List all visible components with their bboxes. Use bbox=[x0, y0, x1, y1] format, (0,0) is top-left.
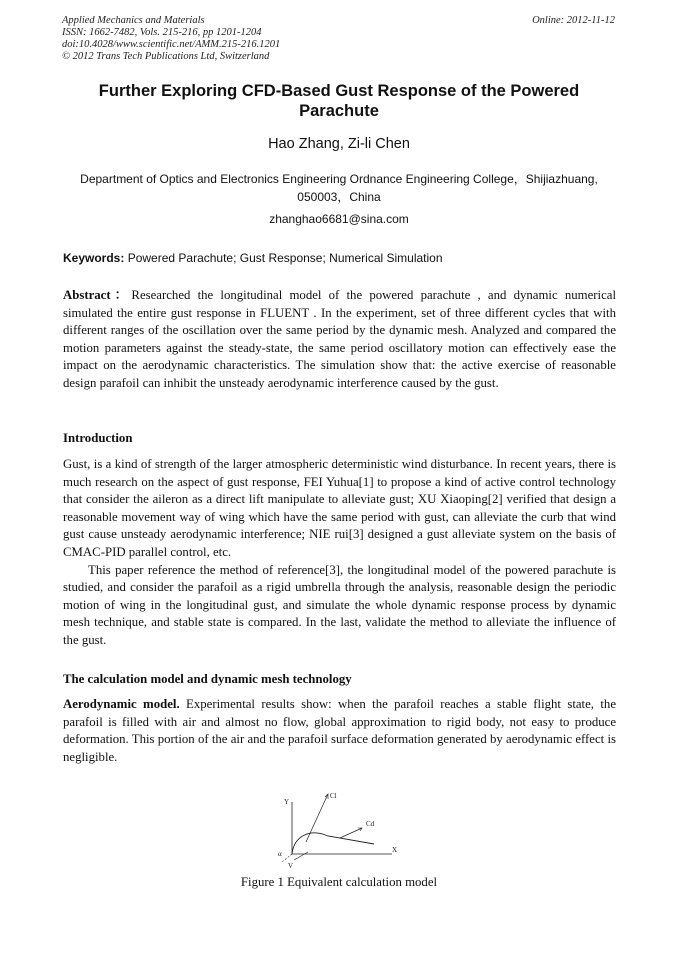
label-cl: Cl bbox=[330, 792, 337, 800]
affiliation: Department of Optics and Electronics Engineering Ordnance Engineering College，Shijiazhuang, 050003，China bbox=[80, 172, 598, 204]
parafoil-profile bbox=[292, 833, 374, 854]
label-v: V bbox=[288, 862, 294, 870]
intro-paragraph-1: Gust, is a kind of strength of the larger atmospheric deterministic wind disturbance. In recent years, there is much research on the aspect of gust response, FEI Yuhua[1] to propose a kind of active control technology that consider the aileron as a direct lift manipulate to alleviate gust; XU Xiaoping[2] verified that design a reasonable movement way of wing which have the same period with gust, can alleviate the curb that wind gust cause unsteady aerodynamic interference; NIE rui[3] designed a gust alleviate system on the basis of CMAC-PID parallel control, etc. bbox=[63, 457, 616, 559]
keywords bbox=[63, 251, 617, 265]
doi-line: doi:10.4028/www.scientific.net/AMM.215-216.1201 bbox=[62, 39, 281, 50]
label-cd: Cd bbox=[366, 820, 375, 828]
aero-text: Experimental results show: when the parafoil reaches a stable flight state, the parafoil is filled with air and almost no flow, global approximation to rigid body, not easy to produce deformation. This portion of the air and the parafoil surface deformation generated by aerodynamic effect is negligible. bbox=[63, 697, 616, 764]
figure-1-diagram bbox=[270, 782, 410, 872]
issn-line: ISSN: 1662-7482, Vols. 215-216, pp 1201-1204 bbox=[62, 27, 262, 38]
journal-name: Applied Mechanics and Materials bbox=[62, 15, 205, 26]
aero-label: Aerodynamic model. bbox=[63, 697, 180, 711]
keywords-label: Keywords: bbox=[63, 251, 125, 265]
abstract-text: Researched the longitudinal model of the powered parachute , and dynamic numerical simulated the entire gust response in FLUENT . In the experiment, set of three different cycles that with different ranges of the oscillation over the same period by the dynamic mesh. Analyzed and compared the motion parameters against the steady-state, the same period oscillatory motion can effectively ease the impact on the aerodynamic characteristics. The simulation show that: the active exercise of reasonable design parafoil can inhibit the unsteady aerodynamic interference caused by the gust. bbox=[63, 288, 616, 390]
intro-paragraph-2: This paper reference the method of reference[3], the longitudinal model of the powered parachute is studied, and consider the parafoil as a rigid umbrella through the analysis, reasonable design the periodic motion of wing in the longitudinal gust, and simulate the whole dynamic response process by dynamic mesh technique, and stable state is compared. In the last, validate the method to alleviate the influence of the gust. bbox=[63, 562, 616, 647]
email: zhanghao6681@sina.com bbox=[269, 212, 409, 226]
online-date: Online: 2012-11-12 bbox=[532, 15, 615, 26]
introduction-heading: Introduction bbox=[63, 431, 133, 445]
aerodynamic-model-paragraph bbox=[63, 696, 616, 766]
drag-vector bbox=[340, 828, 362, 838]
keywords-text: Powered Parachute; Gust Response; Numerical Simulation bbox=[127, 251, 443, 265]
paper-title: Further Exploring CFD-Based Gust Response of the Powered Parachute bbox=[98, 82, 580, 120]
figure-1-caption: Figure 1 Equivalent calculation model bbox=[240, 875, 438, 889]
copyright-line: © 2012 Trans Tech Publications Ltd, Switzerland bbox=[62, 51, 270, 62]
label-alpha: α bbox=[278, 850, 282, 858]
section-heading-calculation-model: The calculation model and dynamic mesh technology bbox=[63, 672, 352, 686]
journal-header bbox=[62, 15, 615, 63]
label-x: X bbox=[392, 846, 398, 854]
velocity-vector bbox=[294, 852, 308, 860]
abstract-label: Abstract： bbox=[63, 288, 132, 302]
authors: Hao Zhang, Zi-li Chen bbox=[268, 136, 410, 152]
label-y: Y bbox=[284, 798, 290, 806]
introduction-body bbox=[63, 456, 616, 650]
abstract bbox=[63, 287, 616, 393]
velocity-line bbox=[282, 854, 292, 862]
